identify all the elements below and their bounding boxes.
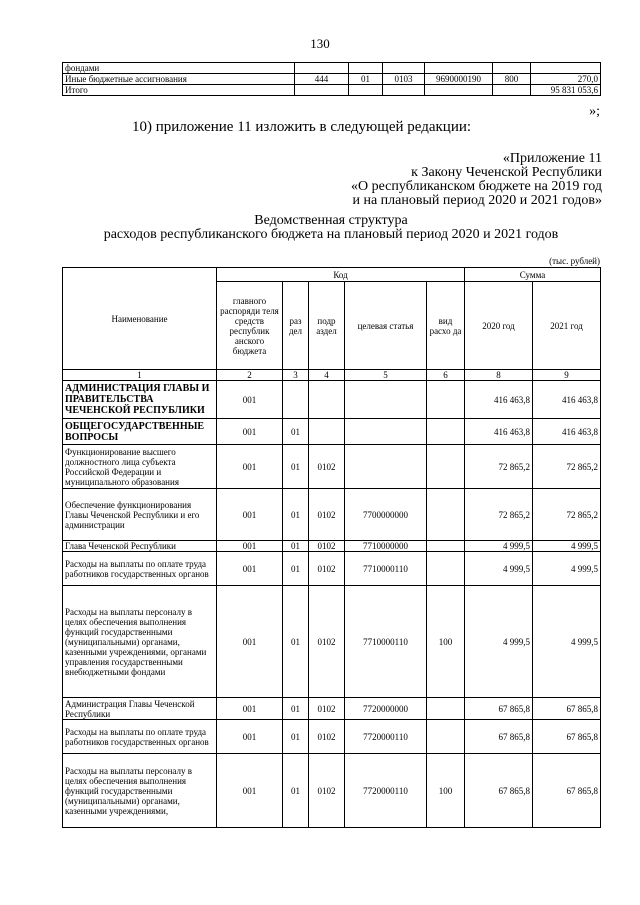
appendix-header bbox=[351, 152, 602, 208]
page-number: 130 bbox=[310, 36, 330, 51]
table-row: Расходы на выплаты по оплате труда работников государственных органов 001 01 0102 7720000110 67 865,8 67 865,8 bbox=[63, 720, 601, 754]
unit-note: (тыс. рублей) bbox=[549, 256, 600, 266]
header-2020: 2020 год bbox=[465, 282, 533, 370]
header-name: Наименование bbox=[63, 268, 217, 370]
row-name: Администрация Главы Чеченской Республики bbox=[63, 698, 217, 720]
table-row: Иные бюджетные ассигнования 444 01 0103 9690000190 800 270,0 bbox=[63, 74, 601, 85]
table-row bbox=[63, 63, 601, 74]
heading-line: Ведомственная структура bbox=[254, 213, 408, 228]
row-name: Иные бюджетные ассигнования bbox=[63, 74, 295, 85]
table-row: Итого 95 831 053,6 bbox=[63, 85, 601, 96]
budget-structure-table bbox=[62, 267, 601, 828]
row-name: Обеспечение функционирования Главы Чеченской Республики и его администрации bbox=[63, 489, 217, 541]
table-row: Расходы на выплаты персоналу в целях обеспечения выполнения функций государственными (муниципальными) органами, казенными учреждениями, 001 01 0102 7720000110 100 67 865,8 67 865,8 bbox=[63, 754, 601, 828]
appendix-line: «Приложение 11 bbox=[502, 151, 602, 166]
table-row: Функционирование высшего должностного лица субъекта Российской Федерации и муниципального образования 001 01 0102 72 865,2 72 865,2 bbox=[63, 445, 601, 489]
row-name: Расходы на выплаты персоналу в целях обеспечения выполнения функций государственными (муниципальными) органами, казенными учреждениями, bbox=[63, 754, 217, 828]
table-row: АДМИНИСТРАЦИЯ ГЛАВЫ И ПРАВИТЕЛЬСТВА ЧЕЧЕНСКОЙ РЕСПУБЛИКИ 001 416 463,8 416 463,8 bbox=[63, 381, 601, 419]
column-number-row: 1 2 3 4 5 6 8 9 bbox=[63, 370, 601, 381]
header-target: целевая статья bbox=[345, 282, 427, 370]
table-row: Обеспечение функционирования Главы Чеченской Республики и его администрации 001 01 0102 7700000000 72 865,2 72 865,2 bbox=[63, 489, 601, 541]
header-row bbox=[63, 268, 601, 282]
closing-quote-mark: »; bbox=[589, 104, 600, 119]
header-2021: 2021 год bbox=[533, 282, 601, 370]
row-name: Расходы на выплаты по оплате труда работников государственных органов bbox=[63, 552, 217, 586]
header-code: Код bbox=[217, 268, 465, 282]
row-name: Глава Чеченской Республики bbox=[63, 541, 217, 552]
appendix-line: и на плановый период 2020 и 2021 годов» bbox=[352, 193, 602, 208]
row-name: Итого bbox=[63, 85, 295, 96]
row-name: ОБЩЕГОСУДАРСТВЕННЫЕ ВОПРОСЫ bbox=[63, 419, 217, 445]
amendment-instruction: 10) приложение 11 изложить в следующей редакции: bbox=[132, 119, 472, 135]
header-razdel: раз дел bbox=[283, 282, 309, 370]
table-row: Глава Чеченской Республики 001 01 0102 7710000000 4 999,5 4 999,5 bbox=[63, 541, 601, 552]
row-name: Расходы на выплаты по оплате труда работников государственных органов bbox=[63, 720, 217, 754]
table-row: ОБЩЕГОСУДАРСТВЕННЫЕ ВОПРОСЫ 001 01 416 463,8 416 463,8 bbox=[63, 419, 601, 445]
appendix-line: «О республиканском бюджете на 2019 год bbox=[351, 179, 602, 194]
header-vid: вид расхо да bbox=[427, 282, 465, 370]
appendix-line: к Закону Чеченской Республики bbox=[411, 165, 602, 180]
document-heading bbox=[62, 214, 600, 242]
row-name: фондами bbox=[63, 63, 295, 74]
table-row: Расходы на выплаты персоналу в целях обеспечения выполнения функций государственными (муниципальными) органами, казенными учреждениями, органами управления государственными внебюджетными фондами 001 01 0102 7710000110 100 4 999,5 4 999,5 bbox=[63, 586, 601, 698]
table-row: Расходы на выплаты по оплате труда работников государственных органов 001 01 0102 7710000110 4 999,5 4 999,5 bbox=[63, 552, 601, 586]
table-row: Администрация Главы Чеченской Республики 001 01 0102 7720000000 67 865,8 67 865,8 bbox=[63, 698, 601, 720]
row-name: Функционирование высшего должностного лица субъекта Российской Федерации и муниципального образования bbox=[63, 445, 217, 489]
row-name: АДМИНИСТРАЦИЯ ГЛАВЫ И ПРАВИТЕЛЬСТВА ЧЕЧЕНСКОЙ РЕСПУБЛИКИ bbox=[63, 381, 217, 419]
header-podrazdel: подр аздел bbox=[309, 282, 345, 370]
header-sum: Сумма bbox=[465, 268, 601, 282]
header-grbs: главного распоряди теля средств республик анского бюджета bbox=[217, 282, 283, 370]
row-name: Расходы на выплаты персоналу в целях обеспечения выполнения функций государственными (муниципальными) органами, казенными учреждениями, органами управления государственными внебюджетными фондами bbox=[63, 586, 217, 698]
heading-line: расходов республиканского бюджета на плановый период 2020 и 2021 годов bbox=[103, 227, 559, 242]
previous-appendix-table-tail bbox=[62, 62, 601, 96]
